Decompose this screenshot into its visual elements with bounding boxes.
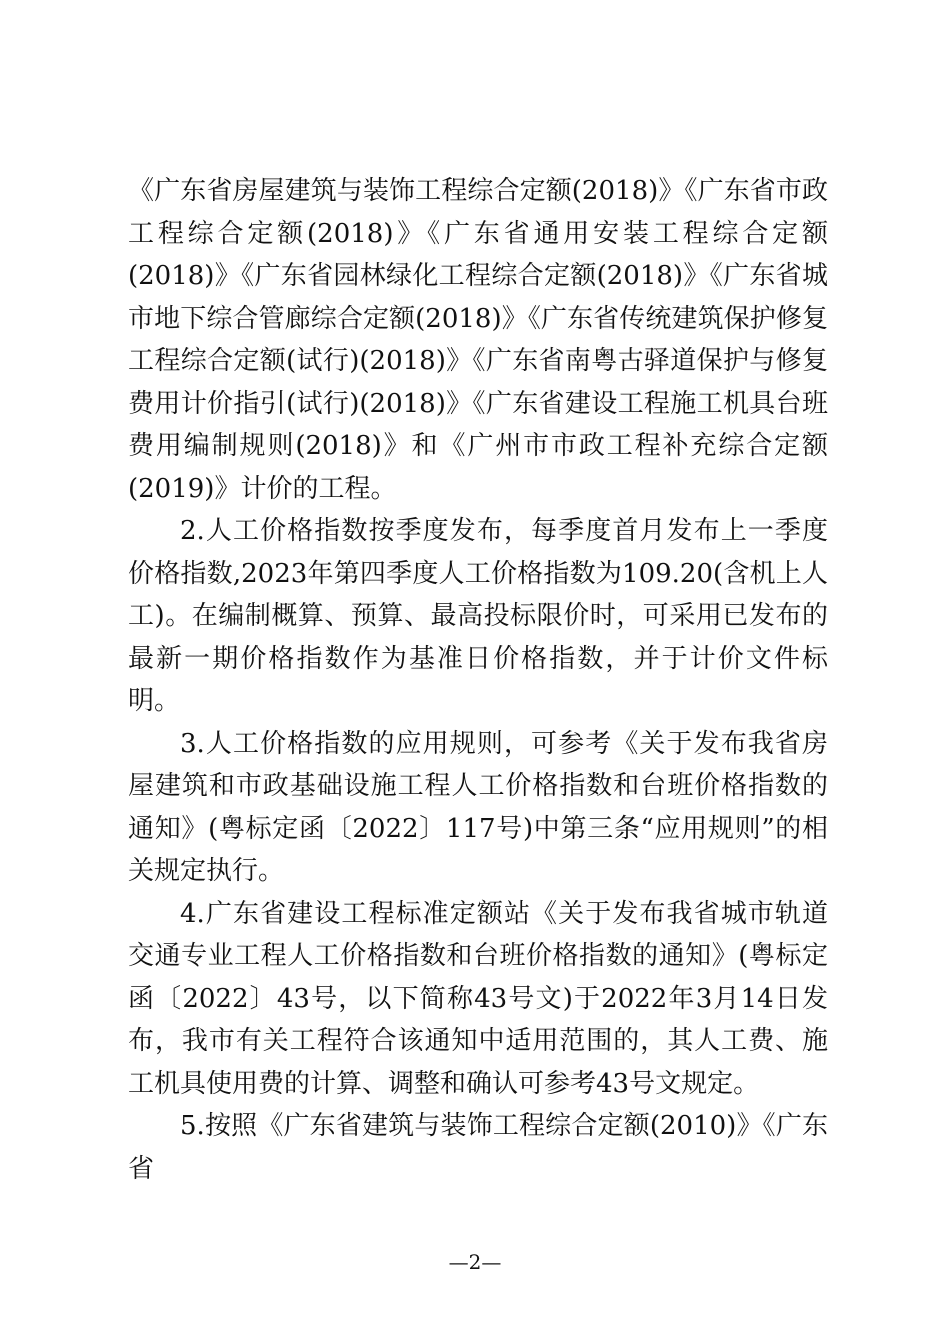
paragraph-item-2: 2.人工价格指数按季度发布，每季度首月发布上一季度价格指数,2023年第四季度人工价格指数为109.20(含机上人工)。在编制概算、预算、最高投标限价时，可采用已发布的最新一期价格指数作为基准日价格指数，并于计价文件标明。 — [128, 516, 828, 716]
page-number: —2— — [448, 1250, 502, 1274]
paragraph-item-3: 3.人工价格指数的应用规则，可参考《关于发布我省房屋建筑和市政基础设施工程人工价格指数和台班价格指数的通知》(粤标定函〔2022〕117号)中第三条“应用规则”的相关规定执行。 — [128, 728, 828, 886]
paragraph-item-5: 5.按照《广东省建筑与装饰工程综合定额(2010)》《广东省 — [128, 1111, 828, 1184]
paragraph-item-4: 4.广东省建设工程标准定额站《关于发布我省城市轨道交通专业工程人工价格指数和台班价格指数的通知》(粤标定函〔2022〕43号，以下简称43号文)于2022年3月14日发布，我市有关工程符合该通知中适用范围的，其人工费、施工机具使用费的计算、调整和确认可参考43号文规定。 — [128, 898, 828, 1099]
body-text — [128, 170, 828, 1190]
paragraph-continuation: 《广东省房屋建筑与装饰工程综合定额(2018)》《广东省市政工程综合定额(2018)》《广东省通用安装工程综合定额(2018)》《广东省园林绿化工程综合定额(2018)》《广东省城市地下综合管廊综合定额(2018)》《广东省传统建筑保护修复工程综合定额(试行)(2018)》《广东省南粤古驿道保护与修复费用计价指引(试行)(2018)》《广东省建设工程施工机具台班费用编制规则(2018)》和《广州市市政工程补充综合定额(2019)》计价的工程。 — [128, 176, 828, 504]
